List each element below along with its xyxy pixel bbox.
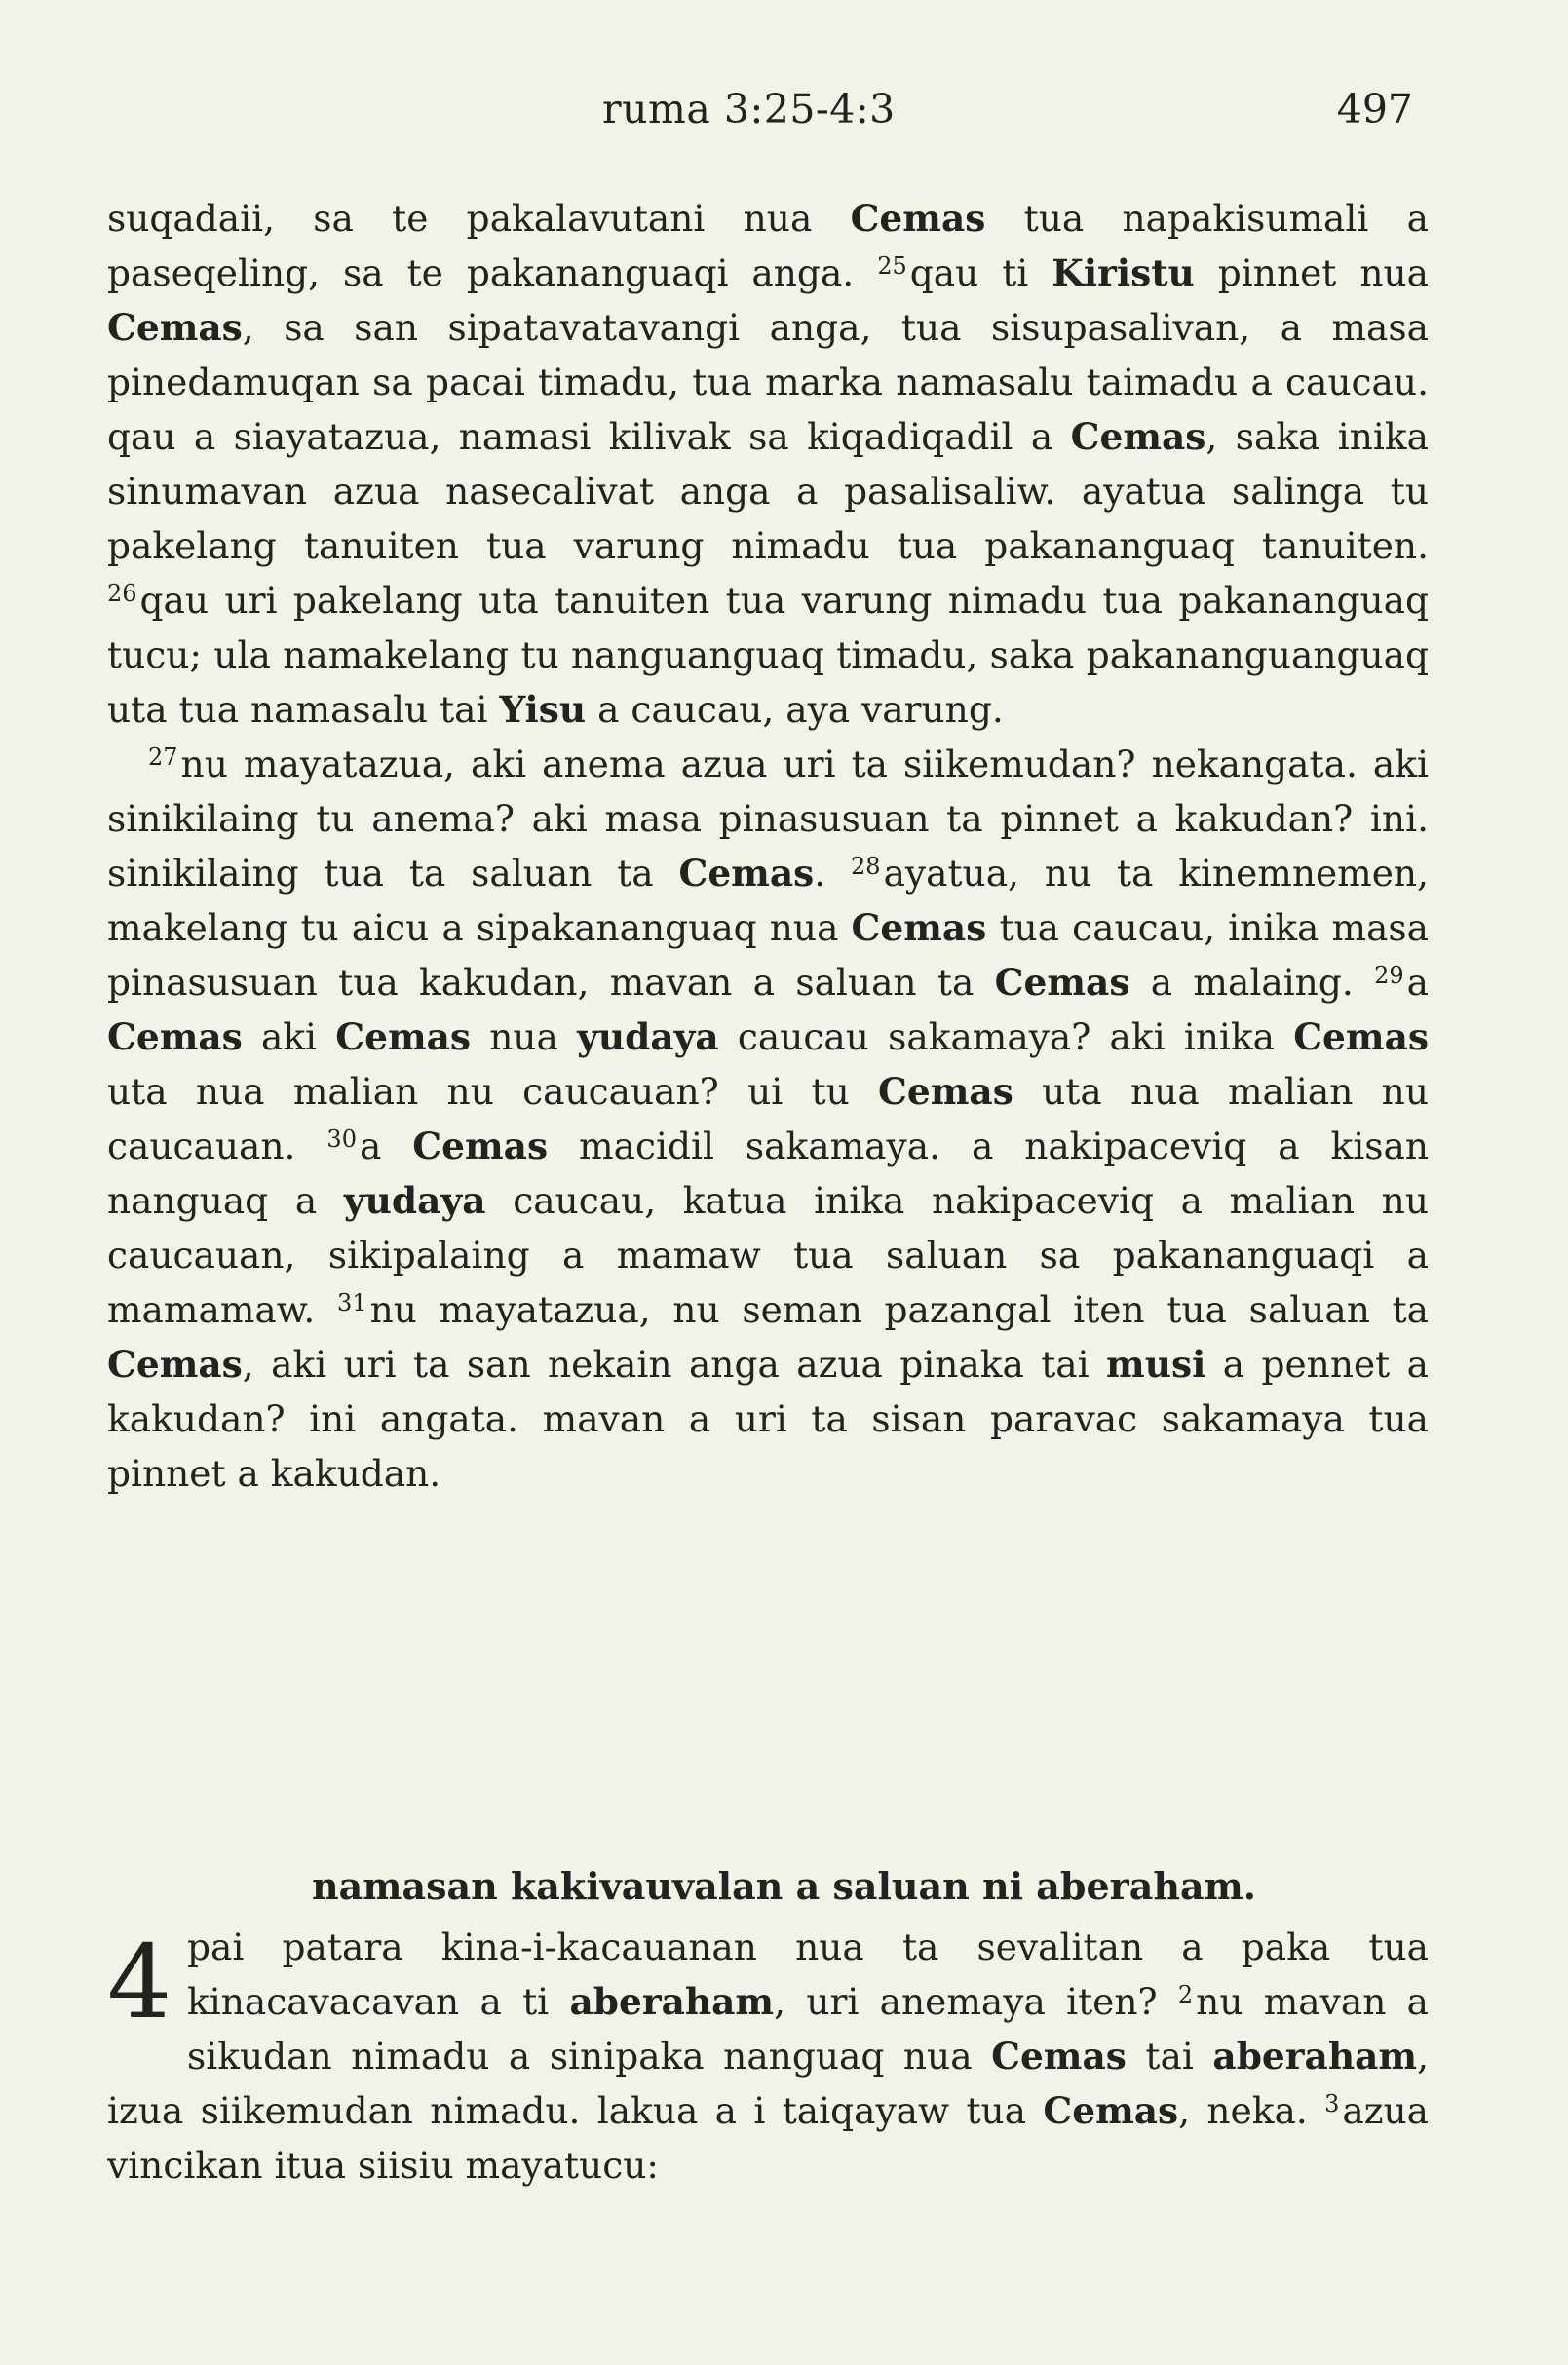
verse-number: 2 xyxy=(1177,1981,1194,2008)
verse-text: qau uri pakelang uta tanuiten tua varung nimadu tua pakananguaq tucu; ula namakelang tu nanguanguaq timadu, saka pakananguanguaq uta tua namasalu tai xyxy=(107,579,1429,731)
verse-text: , izua siikemudan nimadu. lakua a i taiqayaw tua xyxy=(107,2035,1429,2132)
paragraph-chapter-4 xyxy=(107,1920,1429,2193)
name-bold: Cemas xyxy=(1293,1015,1429,1058)
verse-text: nu mavan a sikudan nimadu a sinipaka nanguaq nua xyxy=(187,1980,1429,2078)
verse-number: 28 xyxy=(851,853,881,880)
verse-number: 3 xyxy=(1324,2090,1340,2117)
verse-number: 26 xyxy=(107,580,137,607)
verse-text: uta nua malian nu caucauan? ui tu xyxy=(107,1070,879,1113)
verse-number: 25 xyxy=(877,252,907,280)
paragraph-verses-25-26 xyxy=(107,191,1429,737)
verse-text: pai patara kina-i-kacauanan nua ta sevalitan a paka tua kinacavacavan a ti xyxy=(187,1926,1429,2023)
name-bold: Cemas xyxy=(412,1125,549,1167)
name-bold: aberaham xyxy=(1212,2035,1418,2078)
verse-text: , sa san sipatavatavangi anga, tua sisupasalivan, a masa pinedamuqan sa pacai timadu, tua marka namasalu taimadu a caucau. qau a siayatazua, namasi kilivak sa kiqadiqadil a xyxy=(107,306,1429,458)
verse-text: , saka inika sinumavan azua nasecalivat anga a pasalisaliw. ayatua salinga tu pakelang tanuiten tua varung nimadu tua pakananguaq tanuiten. xyxy=(107,415,1429,567)
verse-text: macidil sakamaya. a nakipaceviq a kisan nanguaq a xyxy=(107,1125,1429,1222)
verse-text: ayatua, nu ta kinemnemen, makelang tu aicu a sipakananguaq nua xyxy=(107,852,1429,949)
verse-text: pinnet nua xyxy=(1194,251,1429,294)
verse-text: , neka. xyxy=(1178,2089,1325,2132)
section-heading: namasan kakivauvalan a saluan ni aberaham. xyxy=(311,1864,1257,1908)
verse-text: , aki uri ta san nekain anga azua pinaka tai xyxy=(242,1343,1107,1386)
name-bold: Cemas xyxy=(878,1070,1013,1113)
name-bold: Cemas xyxy=(851,906,987,949)
name-bold: yudaya xyxy=(577,1015,719,1058)
body-text xyxy=(107,191,1429,1501)
name-bold: aberaham xyxy=(569,1980,775,2023)
verse-text: tua caucau, inika masa pinasusuan tua kakudan, mavan a saluan ta xyxy=(107,906,1429,1004)
verse-text: , uri anemaya iten? xyxy=(774,1980,1178,2023)
name-bold: Cemas xyxy=(335,1015,472,1058)
verse-number: 30 xyxy=(326,1125,357,1153)
name-bold: Yisu xyxy=(499,688,587,731)
verse-number: 27 xyxy=(148,744,178,771)
name-bold: Cemas xyxy=(850,197,986,240)
name-bold: Cemas xyxy=(107,1343,243,1386)
name-bold: Cemas xyxy=(107,1015,243,1058)
verse-text: nua xyxy=(471,1015,578,1058)
page-header xyxy=(0,86,1568,144)
verse-number: 31 xyxy=(337,1289,367,1316)
name-bold: musi xyxy=(1106,1343,1206,1386)
name-bold: Cemas xyxy=(1070,415,1206,458)
paragraph-verses-27-31 xyxy=(107,737,1429,1501)
page-number: 497 xyxy=(1336,86,1413,133)
verse-text: . xyxy=(814,852,852,895)
verse-text: qau ti xyxy=(909,251,1052,294)
verse-text: tai xyxy=(1126,2035,1213,2078)
verse-number: 29 xyxy=(1374,962,1404,989)
verse-text: a xyxy=(1406,961,1429,1004)
verse-text: tua napakisumali a paseqeling, sa te pakananguaqi anga. xyxy=(107,197,1429,294)
verse-text: caucau sakamaya? aki inika xyxy=(718,1015,1294,1058)
running-title: ruma 3:25-4:3 xyxy=(602,86,896,133)
verse-text: caucau, katua inika nakipaceviq a malian nu caucauan, sikipalaing a mamaw tua saluan sa pakananguaqi a mamamaw. xyxy=(107,1179,1429,1331)
verse-text: aki xyxy=(242,1015,336,1058)
verse-text: suqadaii, sa te pakalavutani nua xyxy=(107,197,851,240)
verse-text: nu mayatazua, nu seman pazangal iten tua saluan ta xyxy=(369,1288,1429,1331)
verse-text: uta nua malian nu caucauan. xyxy=(107,1070,1429,1167)
name-bold: Cemas xyxy=(991,2035,1127,2078)
name-bold: Cemas xyxy=(994,961,1130,1004)
verse-text: a xyxy=(359,1125,413,1167)
verse-text: a pennet a kakudan? ini angata. mavan a uri ta sisan paravac sakamaya tua pinnet a kakudan. xyxy=(107,1343,1429,1495)
verse-text: nu mayatazua, aki anema azua uri ta siikemudan? nekangata. aki sinikilaing tu anema? aki masa pinasusuan ta pinnet a kakudan? ini. sinikilaing tua ta saluan ta xyxy=(107,743,1429,895)
name-bold: Cemas xyxy=(107,306,243,349)
name-bold: Cemas xyxy=(1043,2089,1179,2132)
name-bold: Cemas xyxy=(678,852,815,895)
chapter-number: 4 xyxy=(107,1923,172,2041)
chapter-4-block xyxy=(107,1920,1429,2193)
name-bold: Kiristu xyxy=(1052,251,1195,294)
verse-text: a malaing. xyxy=(1129,961,1375,1004)
verse-text: a caucau, aya varung. xyxy=(586,688,1004,731)
verse-text: azua vincikan itua siisiu mayatucu: xyxy=(107,2089,1429,2187)
name-bold: yudaya xyxy=(343,1179,486,1222)
